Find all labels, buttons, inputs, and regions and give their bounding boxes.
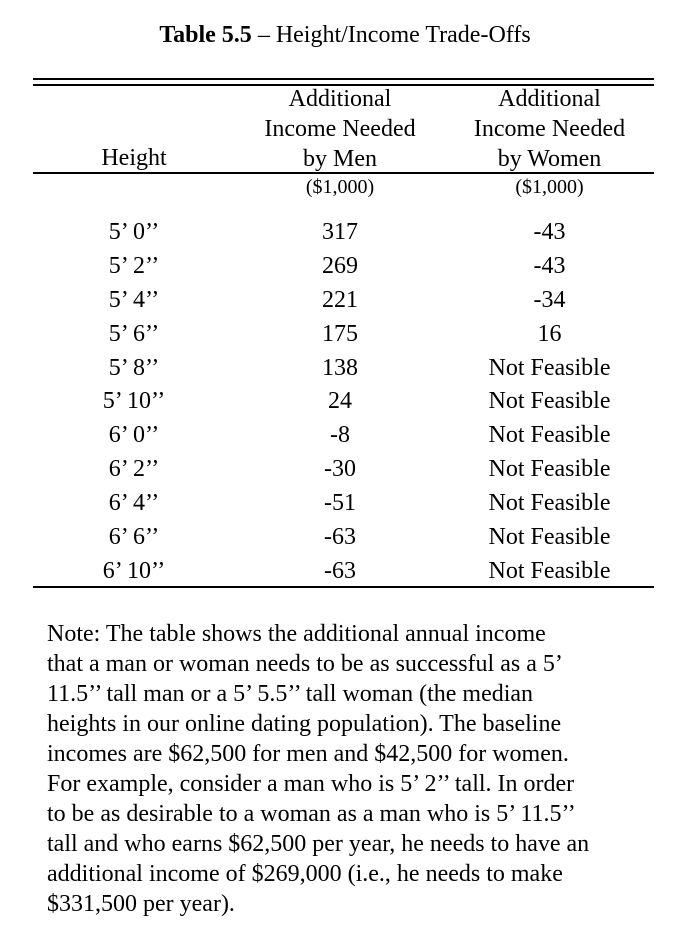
column-header-women-line: Additional: [498, 86, 601, 112]
height-cell: 5’ 0’’: [108, 219, 160, 245]
women-income-cell: -43: [533, 252, 566, 279]
men-income-cell: 269: [322, 252, 358, 279]
height-cell: 6’ 6’’: [108, 524, 160, 551]
unit-label-women: ($1,000): [515, 176, 584, 198]
table-title: – Height/Income Trade-Offs: [251, 22, 531, 48]
men-income-cell: -63: [324, 557, 356, 584]
column-header-women-line: by Women: [497, 146, 602, 172]
men-income-cell: 138: [322, 354, 358, 381]
table-note: Note: The table shows the additional annual income that a man or woman needs to be as successful as a 5’ 11.5’’ tall man or a 5’ 5.5’’ tall woman (the median heights in our online dating population). The baseline incomes are $62,500 for men and $42,500 for women. For example, consider a man who is 5’ 2’’ tall. In order to be as desirable to a woman as a man who is 5’ 11.5’’ tall and who earns $62,500 per year, he needs to have an additional income of $269,000 (i.e., he needs to make $331,500 per year).: [47, 621, 590, 917]
women-income-cell: -43: [533, 219, 566, 245]
men-income-cell: -51: [324, 490, 356, 517]
table-row: [33, 352, 654, 386]
women-income-cell: -34: [533, 286, 566, 313]
height-cell: 6’ 2’’: [108, 456, 160, 483]
men-income-cell: 175: [322, 320, 358, 347]
top-double-rule-upper: [33, 78, 654, 80]
height-cell: 5’ 8’’: [108, 354, 160, 381]
women-income-cell: Not Feasible: [488, 557, 611, 584]
column-header-men-line: Additional: [288, 86, 392, 112]
height-cell: 5’ 6’’: [108, 320, 160, 347]
table-row: [33, 487, 654, 521]
women-income-cell: Not Feasible: [488, 490, 611, 517]
column-header-women-line: Income Needed: [473, 116, 626, 142]
height-cell: 6’ 10’’: [102, 557, 166, 584]
table-row: [33, 284, 654, 318]
table-row: [33, 521, 654, 555]
height-cell: 6’ 4’’: [108, 490, 160, 517]
women-income-cell: Not Feasible: [488, 354, 611, 381]
bottom-rule: [33, 586, 654, 588]
table-body: [33, 216, 654, 589]
men-income-cell: -8: [330, 422, 350, 449]
column-header-men-line: by Men: [303, 146, 377, 172]
women-income-cell: Not Feasible: [488, 524, 611, 551]
women-income-cell: Not Feasible: [488, 422, 611, 449]
table-caption: [0, 20, 690, 50]
women-income-cell: Not Feasible: [488, 388, 611, 415]
women-income-cell: Not Feasible: [488, 456, 611, 483]
men-income-cell: 221: [322, 286, 358, 313]
table-number: Table 5.5: [159, 22, 252, 48]
men-income-cell: 24: [328, 388, 352, 415]
table-row: [33, 216, 654, 250]
table-row: [33, 250, 654, 284]
column-header-men-line: Income Needed: [264, 116, 416, 142]
table-row: [33, 385, 654, 419]
table-row: [33, 318, 654, 352]
men-income-cell: 317: [322, 219, 358, 245]
height-cell: 5’ 10’’: [102, 388, 166, 415]
height-cell: 5’ 4’’: [108, 286, 160, 313]
table-row: [33, 555, 654, 589]
column-header-men: [235, 84, 445, 174]
women-income-cell: 16: [537, 320, 562, 347]
table-row: [33, 453, 654, 487]
unit-label-men: ($1,000): [305, 176, 375, 198]
column-header-women: [445, 84, 654, 174]
height-cell: 5’ 2’’: [108, 252, 160, 279]
height-cell: 6’ 0’’: [108, 422, 160, 449]
men-income-cell: -63: [324, 524, 356, 551]
men-income-cell: -30: [324, 456, 356, 483]
column-header-height: Height: [101, 145, 167, 171]
table-row: [33, 419, 654, 453]
